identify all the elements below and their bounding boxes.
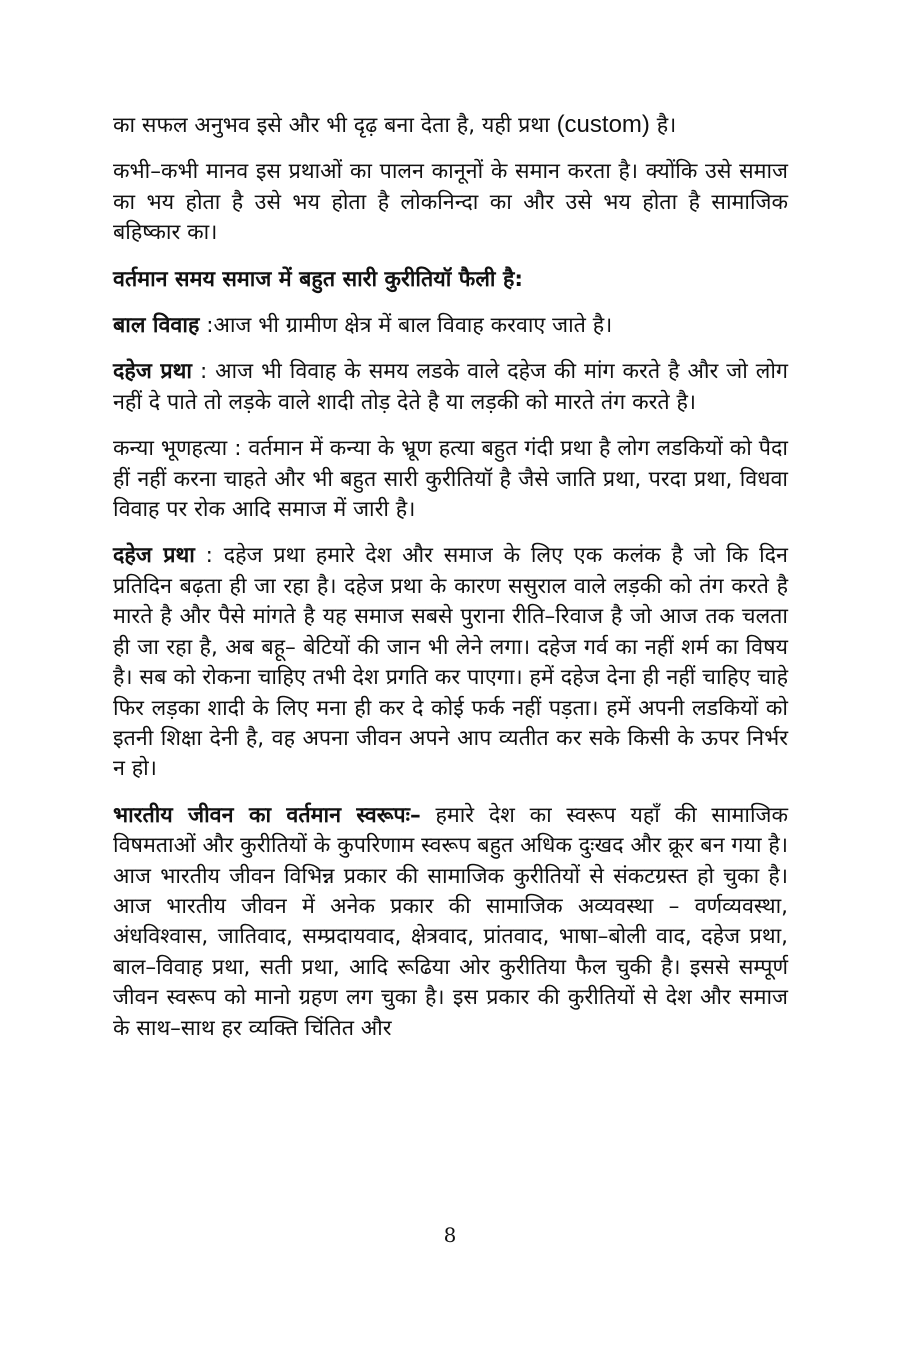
paragraph-custom — [113, 110, 788, 141]
page-number: 8 — [443, 1223, 457, 1247]
paragraph-text: का सफल अनुभव इसे और भी दृढ़ बना देता है, यही प्रथा — [113, 113, 557, 138]
paragraph-text: : दहेज प्रथा हमारे देश और समाज के लिए एक कलंक है जो कि दिन प्रतिदिन बढ़ता ही जा रहा है। दहेज प्रथा के कारण ससुराल वाले लड़की को तंग करते है मारते है और पैसे मांगते है यह समाज सबसे पुराना रीति–रिवाज है जो आज तक चलता ही जा रहा है, अब बहू– बेटियों की जान भी लेने लगा। दहेज गर्व का नहीं शर्म का विषय है। सब को रोकना चाहिए तभी देश प्रगति कर पाएगा। हमें दहेज देना ही नहीं चाहिए चाहे फिर लड़का शादी के लिए मना ही कर दे कोई फर्क नहीं पड़ता। हमें अपनी लडकियों को इतनी शिक्षा देनी है, वह अपना जीवन अपने आप व्यतीत कर सके किसी के ऊपर निर्भर न हो। — [113, 543, 788, 782]
paragraph-indian-life — [113, 801, 788, 1044]
section-heading: वर्तमान समय समाज में बहुत सारी कुरीतियॉ फैली है: — [113, 266, 523, 292]
paragraph-child-marriage — [113, 311, 788, 341]
term-label: दहेज प्रथा — [113, 359, 192, 385]
paragraph-female-foeticide: कन्या भूणहत्या : वर्तमान में कन्या के भ्रूण हत्या बहुत गंदी प्रथा है लोग लडकियों को पैदा हीं नहीं करना चाहते और भी बहुत सारी कुरीतियॉ है जैसे जाति प्रथा, परदा प्रथा, विधवा विवाह पर रोक आदि समाज में जारी है। — [113, 436, 788, 523]
term-label: भारतीय जीवन का वर्तमान स्वरूपः– — [113, 802, 421, 828]
paragraph-fear-of-society: कभी–कभी मानव इस प्रथाओं का पालन कानूनों के समान करता है। क्योंकि उसे समाज का भय होता है उसे भय होता है लोकनिन्दा का और उसे भय होता है सामाजिक बहिष्कार का। — [113, 159, 788, 246]
paragraph-dowry-short — [113, 357, 788, 418]
page-body — [113, 110, 788, 1060]
paragraph-text: : आज भी विवाह के समय लडके वाले दहेज की मांग करते है और जो लोग नहीं दे पाते तो लड़के वाले शादी तोड़ देते है या लड़की को मारते तंग करते है। — [113, 359, 788, 415]
paragraph-text: हमारे देश का स्वरूप यहाँ की सामाजिक विषमताओं और कुरीतियों के कुपरिणाम स्वरूप बहुत अधिक दुःखद और क्रूर बन गया है। आज भारतीय जीवन विभिन्न प्रकार की सामाजिक कुरीतियों से संकटग्रस्त हो चुका है। आज भारतीय जीवन में अनेक प्रकार की सामाजिक अव्यवस्था – वर्णव्यवस्था, अंधविश्वास, जातिवाद, सम्प्रदायवाद, क्षेत्रवाद, प्रांतवाद, भाषा–बोली वाद, दहेज प्रथा, बाल–विवाह प्रथा, सती प्रथा, आदि रूढिया ओर कुरीतिया फैल चुकी है। इससे सम्पूर्ण जीवन स्वरूप को मानो ग्रहण लग चुका है। इस प्रकार की कुरीतियों से देश और समाज के साथ–साथ हर व्यक्ति चिंतित और — [113, 802, 788, 1041]
paragraph-text-end: है। — [649, 113, 677, 138]
custom-term: (custom) — [556, 111, 650, 138]
paragraph-text: :आज भी ग्रामीण क्षेत्र में बाल विवाह करवाए जाते है। — [199, 313, 613, 339]
term-label: बाल विवाह — [113, 313, 200, 339]
paragraph-dowry-long — [113, 541, 788, 784]
term-label: दहेज प्रथा — [113, 543, 195, 569]
